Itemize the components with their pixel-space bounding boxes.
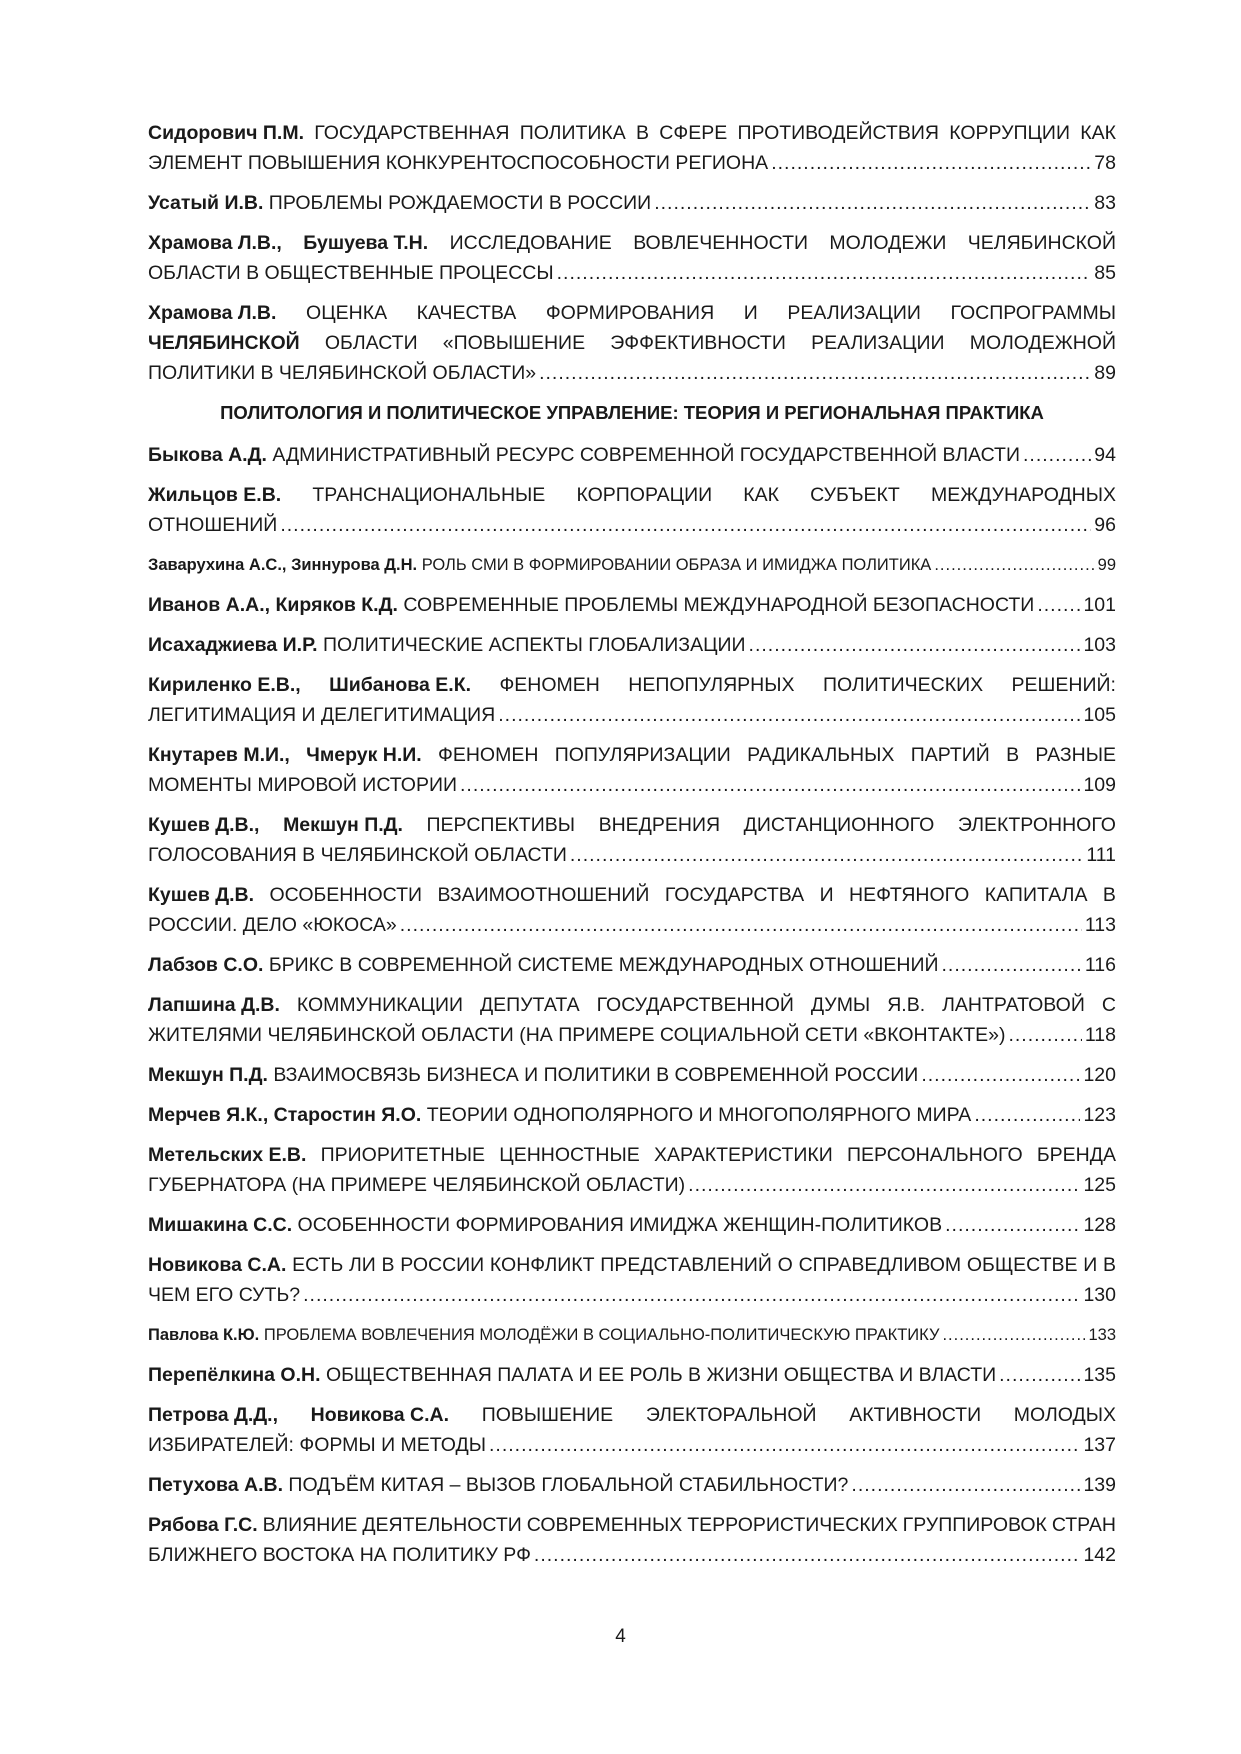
toc-word: ЭЛЕКТОРАЛЬНОЙ bbox=[645, 1404, 817, 1426]
toc-word: В bbox=[1006, 744, 1020, 766]
toc-title: ОБЛАСТИ В ОБЩЕСТВЕННЫЕ ПРОЦЕССЫ bbox=[148, 262, 554, 284]
toc-word: ПЕРСПЕКТИВЫ bbox=[426, 814, 575, 836]
toc-word: ПОЛИТИКА bbox=[519, 122, 626, 144]
toc-word: Мекшун П.Д. bbox=[283, 814, 403, 836]
toc-page-number[interactable]: 123 bbox=[1083, 1104, 1116, 1126]
toc-entry[interactable] bbox=[148, 1320, 1116, 1350]
leader-dots bbox=[654, 188, 1091, 218]
toc-word: АКТИВНОСТИ bbox=[849, 1404, 982, 1426]
toc-word: Кушев Д.В. bbox=[148, 884, 255, 906]
toc-entry[interactable] bbox=[148, 298, 1116, 388]
toc-word: Метельских Е.В. bbox=[148, 1144, 307, 1166]
toc-entry[interactable] bbox=[148, 188, 1116, 218]
toc-page-number[interactable]: 118 bbox=[1084, 1024, 1116, 1046]
toc-word: ПОЛИТИЧЕСКИХ bbox=[822, 674, 984, 696]
toc-word: ТРАНСНАЦИОНАЛЬНЫЕ bbox=[312, 484, 546, 506]
toc-page-number[interactable]: 78 bbox=[1094, 152, 1116, 174]
toc-entry-line bbox=[148, 480, 1116, 510]
toc-word: КОНФЛИКТ bbox=[489, 1254, 595, 1276]
toc-word: Кушев Д.В., bbox=[148, 814, 260, 836]
toc-word: Новикова С.А. bbox=[148, 1254, 287, 1276]
toc-entry-line bbox=[148, 358, 1116, 388]
toc-word: МОЛОДЕЖНОЙ bbox=[969, 332, 1116, 354]
toc-word: ПАРТИЙ bbox=[910, 744, 990, 766]
toc-entry-line bbox=[148, 440, 1116, 470]
toc-word: В bbox=[381, 1254, 395, 1276]
toc-word: ФЕНОМЕН bbox=[438, 744, 539, 766]
leader-dots bbox=[400, 910, 1082, 940]
toc-word: ЛАНТРАТОВОЙ bbox=[942, 994, 1085, 1016]
toc-word: СФЕРЕ bbox=[659, 122, 728, 144]
toc-title: ЛЕГИТИМАЦИЯ И ДЕЛЕГИТИМАЦИЯ bbox=[148, 704, 496, 726]
page-number: 4 bbox=[615, 1626, 626, 1647]
toc-word: ЭЛЕКТРОННОГО bbox=[957, 814, 1116, 836]
toc-page-number[interactable]: 128 bbox=[1083, 1214, 1116, 1236]
section-heading: ПОЛИТОЛОГИЯ И ПОЛИТИЧЕСКОЕ УПРАВЛЕНИЕ: ТЕОРИЯ И РЕГИОНАЛЬНАЯ ПРАКТИКА bbox=[220, 402, 1044, 423]
toc-word: В bbox=[1102, 1254, 1116, 1276]
toc-word: В bbox=[1102, 884, 1116, 906]
toc-word: И bbox=[1083, 1254, 1098, 1276]
leader-dots bbox=[771, 148, 1091, 178]
toc-word: Бушуева Т.Н. bbox=[303, 232, 429, 254]
leader-dots bbox=[557, 258, 1092, 288]
toc-word: БРЕНДА bbox=[1036, 1144, 1116, 1166]
toc-word: ДУМЫ bbox=[810, 994, 871, 1016]
toc-page-number[interactable]: 137 bbox=[1083, 1434, 1116, 1456]
toc-entry[interactable] bbox=[148, 440, 1116, 470]
toc-page-number[interactable]: 116 bbox=[1084, 954, 1116, 976]
toc-page-number[interactable]: 83 bbox=[1094, 192, 1116, 214]
toc-word: РАДИКАЛЬНЫХ bbox=[747, 744, 895, 766]
toc-word: КАК bbox=[743, 484, 779, 506]
toc-word: ЧЕЛЯБИНСКОЙ bbox=[967, 232, 1116, 254]
toc-word: С bbox=[1101, 994, 1116, 1016]
toc-entry-line bbox=[148, 910, 1116, 940]
toc-word: КОРПОРАЦИИ bbox=[576, 484, 713, 506]
toc-word: ГОСУДАРСТВЕННОЙ bbox=[596, 994, 794, 1016]
toc-word: ПЕРСОНАЛЬНОГО bbox=[846, 1144, 1023, 1166]
toc-word: Петрова Д.Д., bbox=[148, 1404, 279, 1426]
toc-word: Жильцов Е.В. bbox=[148, 484, 282, 506]
toc-entry-line bbox=[148, 118, 1116, 148]
toc-word: ГОСУДАРСТВА bbox=[664, 884, 805, 906]
toc-title: ВЗАИМОСВЯЗЬ БИЗНЕСА И ПОЛИТИКИ В СОВРЕМЕННОЙ РОССИИ bbox=[273, 1064, 919, 1086]
leader-dots bbox=[934, 550, 1094, 580]
toc-entry[interactable] bbox=[148, 1360, 1116, 1390]
toc-entry-line bbox=[148, 590, 1116, 620]
toc-word: ХАРАКТЕРИСТИКИ bbox=[653, 1144, 833, 1166]
toc-title: СОВРЕМЕННЫЕ ПРОБЛЕМЫ МЕЖДУНАРОДНОЙ БЕЗОПАСНОСТИ bbox=[403, 594, 1035, 616]
toc-word: ПРОТИВОДЕЙСТВИЯ bbox=[737, 122, 939, 144]
toc-word: РЕАЛИЗАЦИИ bbox=[787, 302, 921, 324]
toc-page-number[interactable]: 101 bbox=[1083, 594, 1116, 616]
toc-entry-line bbox=[148, 510, 1116, 540]
toc-word: ПРЕДСТАВЛЕНИЙ bbox=[600, 1254, 772, 1276]
toc-word: ГРУППИРОВОК bbox=[902, 1514, 1047, 1536]
toc-page-number[interactable]: 125 bbox=[1083, 1174, 1116, 1196]
toc-title: РОЛЬ СМИ В ФОРМИРОВАНИИ ОБРАЗА И ИМИДЖА ПОЛИТИКА bbox=[421, 556, 932, 574]
toc-author: Павлова К.Ю. bbox=[148, 1326, 260, 1344]
toc-entry[interactable] bbox=[148, 1060, 1116, 1090]
toc-title: ТЕОРИИ ОДНОПОЛЯРНОГО И МНОГОПОЛЯРНОГО МИРА bbox=[426, 1104, 972, 1126]
toc-word: СТРАН bbox=[1051, 1514, 1116, 1536]
toc-word: ПРИОРИТЕТНЫЕ bbox=[320, 1144, 486, 1166]
toc-entry-line bbox=[148, 148, 1116, 178]
leader-dots bbox=[534, 1540, 1081, 1570]
toc-author: Заварухина А.С., Зиннурова Д.Н. bbox=[148, 556, 418, 574]
toc-entry-line bbox=[148, 1280, 1116, 1310]
toc-entry-line bbox=[148, 810, 1116, 840]
toc-word: НЕФТЯНОГО bbox=[849, 884, 970, 906]
toc-author: Исахаджиева И.Р. bbox=[148, 634, 318, 656]
leader-dots bbox=[974, 1100, 1080, 1130]
toc-page-number[interactable]: 130 bbox=[1083, 1284, 1116, 1306]
toc-page-number[interactable]: 103 bbox=[1083, 634, 1116, 656]
toc-word: КАЧЕСТВА bbox=[416, 302, 517, 324]
toc-entry-line bbox=[148, 1470, 1116, 1500]
toc-entry[interactable] bbox=[148, 1100, 1116, 1130]
toc-word: СПРАВЕДЛИВОМ bbox=[798, 1254, 962, 1276]
toc-entry-line bbox=[148, 990, 1116, 1020]
toc-author: Иванов А.А., Киряков К.Д. bbox=[148, 594, 398, 616]
toc-word: РЕШЕНИЙ: bbox=[1011, 674, 1116, 696]
toc-word: РАЗНЫЕ bbox=[1035, 744, 1116, 766]
toc-entry-line bbox=[148, 740, 1116, 770]
toc-title: АДМИНИСТРАТИВНЫЙ РЕСУРС СОВРЕМЕННОЙ ГОСУДАРСТВЕННОЙ ВЛАСТИ bbox=[272, 444, 1020, 466]
toc-word: КОРРУПЦИИ bbox=[949, 122, 1070, 144]
toc-word: ОБЛАСТИ bbox=[324, 332, 418, 354]
toc-author: Быкова А.Д. bbox=[148, 444, 267, 466]
leader-dots bbox=[942, 1320, 1085, 1350]
leader-dots bbox=[1037, 590, 1080, 620]
toc-entry[interactable] bbox=[148, 740, 1116, 800]
toc-entry[interactable] bbox=[148, 590, 1116, 620]
toc-word: МЕЖДУНАРОДНЫХ bbox=[930, 484, 1116, 506]
toc-word: ТЕРРОРИСТИЧЕСКИХ bbox=[687, 1514, 898, 1536]
toc-entry-line bbox=[148, 630, 1116, 660]
toc-word: ВОВЛЕЧЕННОСТИ bbox=[633, 232, 809, 254]
toc-word: ПОПУЛЯРИЗАЦИИ bbox=[554, 744, 731, 766]
toc-page-number[interactable]: 142 bbox=[1083, 1544, 1116, 1566]
toc-word: ОЦЕНКА bbox=[306, 302, 388, 324]
toc-title: МОМЕНТЫ МИРОВОЙ ИСТОРИИ bbox=[148, 774, 457, 796]
toc-word: ПОВЫШЕНИЕ bbox=[481, 1404, 614, 1426]
toc-entry-line bbox=[148, 880, 1116, 910]
toc-entry-line bbox=[148, 1430, 1116, 1460]
toc-word: Храмова Л.В. bbox=[148, 302, 277, 324]
toc-word: ФЕНОМЕН bbox=[499, 674, 600, 696]
toc-entry-line bbox=[148, 228, 1116, 258]
toc-title: ГУБЕРНАТОРА (НА ПРИМЕРЕ ЧЕЛЯБИНСКОЙ ОБЛАСТИ) bbox=[148, 1174, 686, 1196]
toc-entry[interactable] bbox=[148, 630, 1116, 660]
leader-dots bbox=[1008, 1020, 1081, 1050]
toc-entry-line bbox=[148, 1210, 1116, 1240]
toc-title: ПРОБЛЕМА ВОВЛЕЧЕНИЯ МОЛОДЁЖИ В СОЦИАЛЬНО-ПОЛИТИЧЕСКУЮ ПРАКТИКУ bbox=[263, 1326, 940, 1344]
toc-entry[interactable] bbox=[148, 550, 1116, 580]
toc-entry-line bbox=[148, 1320, 1116, 1350]
toc-title: ОТНОШЕНИЙ bbox=[148, 514, 278, 536]
toc-word: Шибанова Е.К. bbox=[329, 674, 472, 696]
toc-word: «ПОВЫШЕНИЕ bbox=[442, 332, 586, 354]
toc-author: Мекшун П.Д. bbox=[148, 1064, 268, 1086]
toc-author: Перепёлкина О.Н. bbox=[148, 1364, 321, 1386]
leader-dots bbox=[280, 510, 1091, 540]
toc-word: ФОРМИРОВАНИЯ bbox=[545, 302, 715, 324]
toc-word: ГОСУДАРСТВЕННАЯ bbox=[314, 122, 510, 144]
toc-author: Мерчев Я.К., Старостин Я.О. bbox=[148, 1104, 422, 1126]
toc-word: ЦЕННОСТНЫЕ bbox=[499, 1144, 640, 1166]
toc-title: ЖИТЕЛЯМИ ЧЕЛЯБИНСКОЙ ОБЛАСТИ (НА ПРИМЕРЕ СОЦИАЛЬНОЙ СЕТИ «ВКОНТАКТЕ») bbox=[148, 1024, 1006, 1046]
toc-word: В bbox=[636, 122, 650, 144]
toc-entry[interactable] bbox=[148, 1250, 1116, 1310]
toc-word: КОММУНИКАЦИИ bbox=[296, 994, 463, 1016]
toc-page-number[interactable]: 120 bbox=[1083, 1064, 1116, 1086]
toc-entry-line bbox=[148, 840, 1116, 870]
toc-word: ОБЩЕСТВЕ bbox=[966, 1254, 1078, 1276]
leader-dots bbox=[921, 1060, 1080, 1090]
toc-entry-line bbox=[148, 188, 1116, 218]
toc-entry-line bbox=[148, 1170, 1116, 1200]
toc-word: Я.В. bbox=[887, 994, 926, 1016]
toc-page-number[interactable]: 113 bbox=[1084, 914, 1116, 936]
leader-dots bbox=[688, 1170, 1080, 1200]
table-of-contents bbox=[148, 118, 1116, 1580]
toc-page-number[interactable]: 105 bbox=[1083, 704, 1116, 726]
toc-author: Петухова А.В. bbox=[148, 1474, 283, 1496]
toc-title: ПОЛИТИКИ В ЧЕЛЯБИНСКОЙ ОБЛАСТИ» bbox=[148, 362, 537, 384]
toc-title: ИЗБИРАТЕЛЕЙ: ФОРМЫ И МЕТОДЫ bbox=[148, 1434, 486, 1456]
toc-page-number[interactable]: 94 bbox=[1094, 444, 1116, 466]
toc-page-number[interactable]: 89 bbox=[1094, 362, 1116, 384]
toc-word: ВНЕДРЕНИЯ bbox=[598, 814, 721, 836]
toc-entry-line bbox=[148, 1250, 1116, 1280]
toc-title: ЧЕМ ЕГО СУТЬ? bbox=[148, 1284, 301, 1306]
toc-word: ИССЛЕДОВАНИЕ bbox=[449, 232, 612, 254]
toc-word: РЕАЛИЗАЦИИ bbox=[811, 332, 945, 354]
toc-word: И bbox=[819, 884, 834, 906]
toc-word: ДЕПУТАТА bbox=[479, 994, 580, 1016]
toc-word: КАК bbox=[1080, 122, 1116, 144]
leader-dots bbox=[749, 630, 1081, 660]
leader-dots bbox=[498, 700, 1080, 730]
toc-entry[interactable] bbox=[148, 1400, 1116, 1460]
leader-dots bbox=[303, 1280, 1080, 1310]
toc-word: РОССИИ bbox=[400, 1254, 485, 1276]
toc-word: ЭФФЕКТИВНОСТИ bbox=[610, 332, 786, 354]
toc-entry[interactable] bbox=[148, 1510, 1116, 1570]
toc-word: Новикова С.А. bbox=[310, 1404, 450, 1426]
toc-word: ЕСТЬ bbox=[292, 1254, 344, 1276]
toc-entries-section bbox=[148, 440, 1116, 1570]
toc-title: ОСОБЕННОСТИ ФОРМИРОВАНИЯ ИМИДЖА ЖЕНЩИН-ПОЛИТИКОВ bbox=[297, 1214, 943, 1236]
toc-entry-line bbox=[148, 1510, 1116, 1540]
toc-word: О bbox=[777, 1254, 793, 1276]
toc-entry-line bbox=[148, 770, 1116, 800]
toc-word: ДЕЯТЕЛЬНОСТИ bbox=[362, 1514, 522, 1536]
toc-author: Лабзов С.О. bbox=[148, 954, 264, 976]
toc-entries-top bbox=[148, 118, 1116, 388]
toc-word: КАПИТАЛА bbox=[984, 884, 1088, 906]
toc-word: МОЛОДЕЖИ bbox=[829, 232, 947, 254]
toc-word: СОВРЕМЕННЫХ bbox=[526, 1514, 683, 1536]
leader-dots bbox=[570, 840, 1083, 870]
toc-word: ЛИ bbox=[348, 1254, 376, 1276]
toc-entry-line bbox=[148, 258, 1116, 288]
toc-entry[interactable] bbox=[148, 1470, 1116, 1500]
toc-word: Сидорович П.М. bbox=[148, 122, 304, 144]
toc-word: ВЛИЯНИЕ bbox=[262, 1514, 358, 1536]
toc-entry[interactable] bbox=[148, 880, 1116, 940]
toc-entry[interactable] bbox=[148, 950, 1116, 980]
toc-entry-line bbox=[148, 1540, 1116, 1570]
toc-entry[interactable] bbox=[148, 480, 1116, 540]
toc-word: СУБЪЕКТ bbox=[810, 484, 900, 506]
toc-entry[interactable] bbox=[148, 1140, 1116, 1200]
toc-entry-line bbox=[148, 1100, 1116, 1130]
toc-author: Усатый И.В. bbox=[148, 192, 264, 214]
toc-word: ДИСТАНЦИОННОГО bbox=[743, 814, 935, 836]
toc-entry[interactable] bbox=[148, 810, 1116, 870]
toc-word: Кириленко Е.В., bbox=[148, 674, 301, 696]
toc-page-number[interactable]: 133 bbox=[1088, 1326, 1116, 1344]
toc-entry-line bbox=[148, 550, 1116, 580]
toc-page-number[interactable]: 109 bbox=[1083, 774, 1116, 796]
toc-word: Кнутарев М.И., bbox=[148, 744, 290, 766]
toc-word: И bbox=[743, 302, 758, 324]
toc-title: ПОДЪЁМ КИТАЯ – ВЫЗОВ ГЛОБАЛЬНОЙ СТАБИЛЬНОСТИ? bbox=[288, 1474, 849, 1496]
toc-entry-line bbox=[148, 1060, 1116, 1090]
toc-entry[interactable] bbox=[148, 670, 1116, 730]
toc-word: Рябова Г.С. bbox=[148, 1514, 258, 1536]
toc-title: ЭЛЕМЕНТ ПОВЫШЕНИЯ КОНКУРЕНТОСПОСОБНОСТИ РЕГИОНА bbox=[148, 152, 769, 174]
toc-entry[interactable] bbox=[148, 228, 1116, 288]
toc-title: БЛИЖНЕГО ВОСТОКА НА ПОЛИТИКУ РФ bbox=[148, 1544, 531, 1566]
toc-entry-line bbox=[148, 950, 1116, 980]
leader-dots bbox=[999, 1360, 1080, 1390]
toc-title: ГОЛОСОВАНИЯ В ЧЕЛЯБИНСКОЙ ОБЛАСТИ bbox=[148, 844, 567, 866]
toc-title: ПРОБЛЕМЫ РОЖДАЕМОСТИ В РОССИИ bbox=[268, 192, 652, 214]
leader-dots bbox=[460, 770, 1080, 800]
toc-title: РОССИИ. ДЕЛО «ЮКОСА» bbox=[148, 914, 397, 936]
toc-page-number[interactable]: 135 bbox=[1083, 1364, 1116, 1386]
toc-word: Храмова Л.В., bbox=[148, 232, 282, 254]
toc-page-number[interactable]: 85 bbox=[1094, 262, 1116, 284]
toc-entry-line bbox=[148, 1020, 1116, 1050]
toc-author: Мишакина С.С. bbox=[148, 1214, 293, 1236]
toc-page-number[interactable]: 96 bbox=[1094, 514, 1116, 536]
toc-word: ВЗАИМООТНОШЕНИЙ bbox=[437, 884, 650, 906]
toc-entry-line bbox=[148, 1360, 1116, 1390]
toc-entry-line bbox=[148, 328, 1116, 358]
toc-entry-line bbox=[148, 298, 1116, 328]
toc-entry-line bbox=[148, 1400, 1116, 1430]
toc-entry-line bbox=[148, 1140, 1116, 1170]
leader-dots bbox=[941, 950, 1081, 980]
leader-dots bbox=[539, 358, 1091, 388]
toc-word: МОЛОДЫХ bbox=[1013, 1404, 1116, 1426]
toc-page-number[interactable]: 111 bbox=[1086, 844, 1116, 866]
toc-page-number[interactable]: 99 bbox=[1097, 556, 1116, 574]
toc-word: ЧЕЛЯБИНСКОЙ bbox=[148, 332, 300, 354]
toc-word: ОСОБЕННОСТИ bbox=[269, 884, 423, 906]
toc-word: ГОСПРОГРАММЫ bbox=[950, 302, 1116, 324]
toc-title: ПОЛИТИЧЕСКИЕ АСПЕКТЫ ГЛОБАЛИЗАЦИИ bbox=[323, 634, 746, 656]
toc-title: БРИКС В СОВРЕМЕННОЙ СИСТЕМЕ МЕЖДУНАРОДНЫХ ОТНОШЕНИЙ bbox=[268, 954, 939, 976]
toc-title: ОБЩЕСТВЕННАЯ ПАЛАТА И ЕЕ РОЛЬ В ЖИЗНИ ОБЩЕСТВА И ВЛАСТИ bbox=[325, 1364, 997, 1386]
toc-entry-line bbox=[148, 700, 1116, 730]
leader-dots bbox=[489, 1430, 1080, 1460]
leader-dots bbox=[851, 1470, 1080, 1500]
toc-word: Чмерук Н.И. bbox=[306, 744, 422, 766]
toc-entry-line bbox=[148, 670, 1116, 700]
toc-entry[interactable] bbox=[148, 990, 1116, 1050]
toc-entry[interactable] bbox=[148, 118, 1116, 178]
toc-word: Лапшина Д.В. bbox=[148, 994, 280, 1016]
leader-dots bbox=[1023, 440, 1091, 470]
toc-page-number[interactable]: 139 bbox=[1083, 1474, 1116, 1496]
leader-dots bbox=[945, 1210, 1080, 1240]
toc-word: НЕПОПУЛЯРНЫХ bbox=[628, 674, 795, 696]
toc-entry[interactable] bbox=[148, 1210, 1116, 1240]
